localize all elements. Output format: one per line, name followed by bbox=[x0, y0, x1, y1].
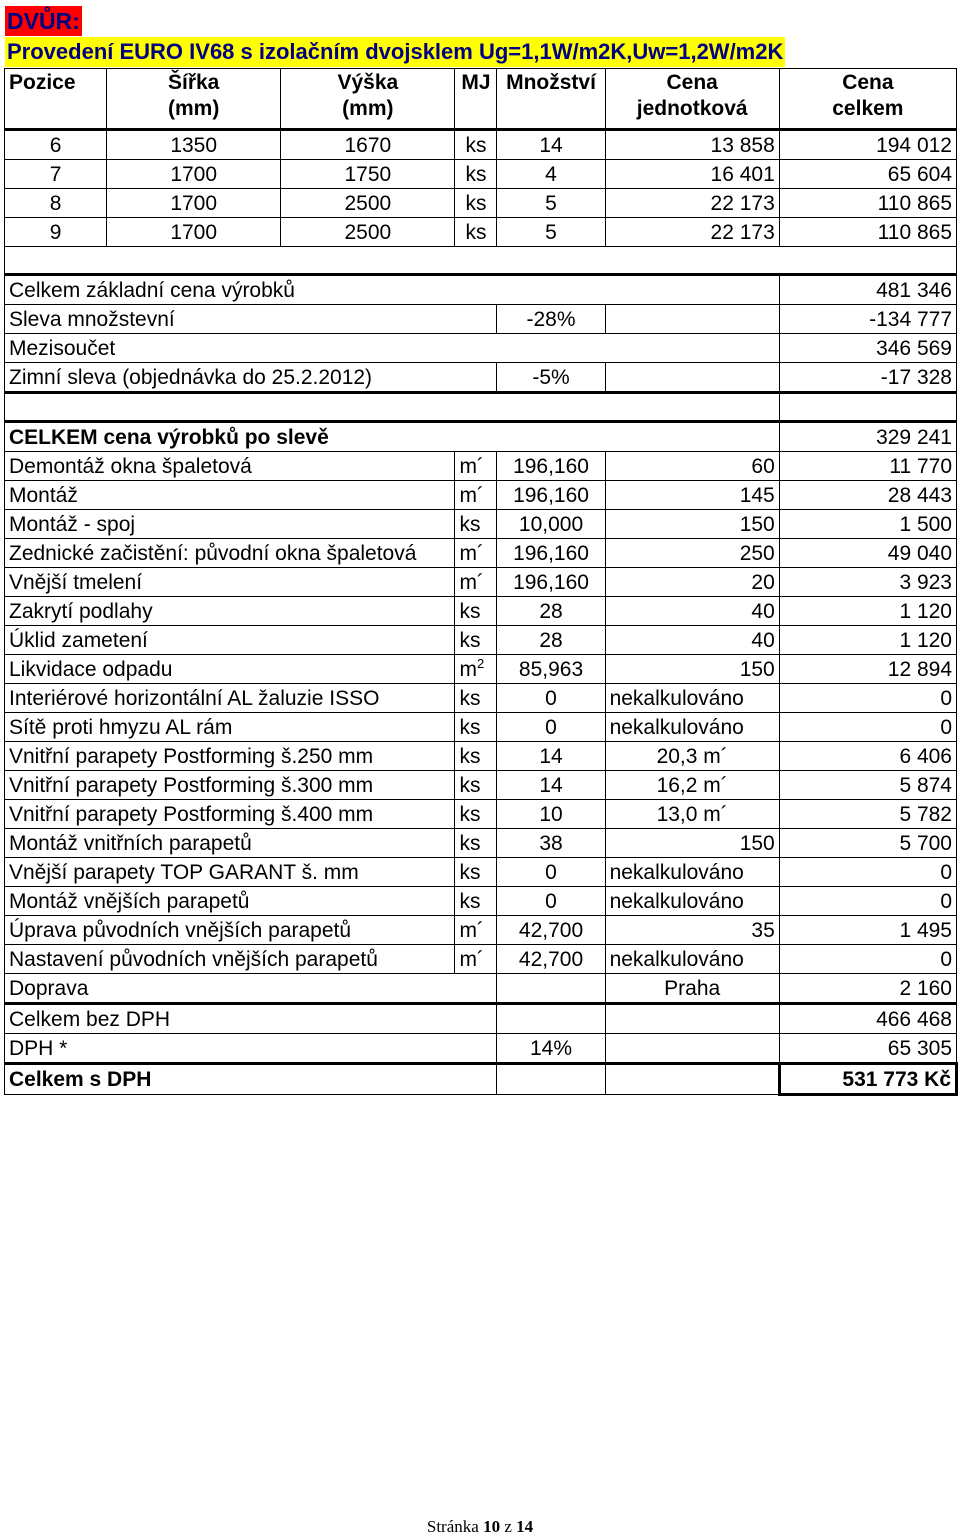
section-title: DVŮR: bbox=[7, 8, 80, 34]
total-value: 466 468 bbox=[779, 1004, 956, 1034]
blank-cell bbox=[5, 247, 957, 275]
service-unit-price: 150 bbox=[605, 655, 779, 684]
service-name: Montáž vnitřních parapetů bbox=[5, 829, 455, 858]
service-quantity: 42,700 bbox=[497, 916, 605, 945]
service-unit-price: nekalkulováno bbox=[605, 684, 779, 713]
service-unit-measure: ks bbox=[455, 684, 497, 713]
cell-cena-celkem: 65 604 bbox=[779, 160, 956, 189]
total-row bbox=[5, 1004, 957, 1034]
cell-pozice: 6 bbox=[5, 130, 107, 160]
blank-cell bbox=[605, 1064, 779, 1095]
service-total: 0 bbox=[779, 887, 956, 916]
summary-value: -17 328 bbox=[779, 363, 956, 393]
summary-value: 346 569 bbox=[779, 334, 956, 363]
service-total: 49 040 bbox=[779, 539, 956, 568]
service-row bbox=[5, 771, 957, 800]
service-unit-measure: m´ bbox=[455, 945, 497, 974]
cell-vyska: 1750 bbox=[281, 160, 455, 189]
service-unit-price: nekalkulováno bbox=[605, 887, 779, 916]
table-row bbox=[5, 218, 957, 247]
service-name: Úprava původních vnějších parapetů bbox=[5, 916, 455, 945]
service-row bbox=[5, 684, 957, 713]
summary-row bbox=[5, 305, 957, 334]
blank-row bbox=[5, 247, 957, 275]
cell-mj: ks bbox=[455, 160, 497, 189]
service-row bbox=[5, 539, 957, 568]
service-row bbox=[5, 713, 957, 742]
service-unit-measure: ks bbox=[455, 597, 497, 626]
summary-row bbox=[5, 363, 957, 393]
service-name: Demontáž okna špaletová bbox=[5, 452, 455, 481]
service-unit-measure: ks bbox=[455, 626, 497, 655]
transport-value: 2 160 bbox=[779, 974, 956, 1004]
summary-label: Zimní sleva (objednávka do 25.2.2012) bbox=[5, 363, 497, 393]
cell-vyska: 1670 bbox=[281, 130, 455, 160]
product-description: Provedení EURO IV68 s izolačním dvojsklem Ug=1,1W/m2K,Uw=1,2W/m2K bbox=[5, 37, 785, 67]
service-total: 3 923 bbox=[779, 568, 956, 597]
service-total: 6 406 bbox=[779, 742, 956, 771]
transport-place: Praha bbox=[605, 974, 779, 1004]
service-total: 28 443 bbox=[779, 481, 956, 510]
summary-percent: -5% bbox=[497, 363, 605, 393]
cell-cena-celkem: 110 865 bbox=[779, 189, 956, 218]
service-row bbox=[5, 916, 957, 945]
service-unit-price: nekalkulováno bbox=[605, 713, 779, 742]
service-total: 5 874 bbox=[779, 771, 956, 800]
service-unit-measure: ks bbox=[455, 771, 497, 800]
service-unit-price: 35 bbox=[605, 916, 779, 945]
header-pozice: Pozice bbox=[5, 69, 107, 130]
service-name: Úklid zametení bbox=[5, 626, 455, 655]
service-unit-price: nekalkulováno bbox=[605, 945, 779, 974]
cell-mnozstvi: 4 bbox=[497, 160, 605, 189]
service-unit-price: 20,3 m´ bbox=[605, 742, 779, 771]
cell-sirka: 1350 bbox=[107, 130, 281, 160]
blank-cell bbox=[497, 1004, 605, 1034]
service-row bbox=[5, 829, 957, 858]
service-total: 1 120 bbox=[779, 597, 956, 626]
service-name: Vnitřní parapety Postforming š.300 mm bbox=[5, 771, 455, 800]
service-unit-measure: m´ bbox=[455, 916, 497, 945]
page-footer: Stránka 10 z 14 bbox=[426, 1517, 534, 1536]
grand-total-value: 531 773 Kč bbox=[779, 1064, 956, 1095]
service-total: 0 bbox=[779, 684, 956, 713]
service-unit-measure: $m^2$ bbox=[455, 655, 497, 684]
service-quantity: 0 bbox=[497, 858, 605, 887]
service-row bbox=[5, 452, 957, 481]
service-row bbox=[5, 510, 957, 539]
service-quantity: 14 bbox=[497, 771, 605, 800]
total-row bbox=[5, 1034, 957, 1064]
cell-cena-jednotkova: 13 858 bbox=[605, 130, 779, 160]
service-quantity: 196,160 bbox=[497, 539, 605, 568]
cell-sirka: 1700 bbox=[107, 218, 281, 247]
service-quantity: 85,963 bbox=[497, 655, 605, 684]
service-name: Vnější tmelení bbox=[5, 568, 455, 597]
cell-pozice: 7 bbox=[5, 160, 107, 189]
service-total: 5 782 bbox=[779, 800, 956, 829]
service-row bbox=[5, 597, 957, 626]
service-total: 11 770 bbox=[779, 452, 956, 481]
service-name: Likvidace odpadu bbox=[5, 655, 455, 684]
service-unit-measure: m´ bbox=[455, 481, 497, 510]
service-total: 0 bbox=[779, 945, 956, 974]
service-unit-measure: ks bbox=[455, 510, 497, 539]
header-vyska: Výška (mm) bbox=[281, 69, 455, 130]
service-total: 1 495 bbox=[779, 916, 956, 945]
table-row bbox=[5, 189, 957, 218]
service-unit-price: 150 bbox=[605, 829, 779, 858]
cell-cena-jednotkova: 16 401 bbox=[605, 160, 779, 189]
service-quantity: 28 bbox=[497, 626, 605, 655]
service-row bbox=[5, 945, 957, 974]
service-unit-measure: ks bbox=[455, 713, 497, 742]
service-unit-price: 16,2 m´ bbox=[605, 771, 779, 800]
service-quantity: 42,700 bbox=[497, 945, 605, 974]
summary-row bbox=[5, 275, 957, 305]
cell-vyska: 2500 bbox=[281, 218, 455, 247]
cell-cena-jednotkova: 22 173 bbox=[605, 189, 779, 218]
grand-total-label: Celkem s DPH bbox=[5, 1064, 497, 1095]
blank-cell bbox=[605, 1034, 779, 1064]
summary-value: 481 346 bbox=[779, 275, 956, 305]
service-unit-measure: ks bbox=[455, 742, 497, 771]
summary-value: -134 777 bbox=[779, 305, 956, 334]
service-unit-measure: ks bbox=[455, 887, 497, 916]
total-label: Celkem bez DPH bbox=[5, 1004, 497, 1034]
cell-cena-celkem: 194 012 bbox=[779, 130, 956, 160]
blank-cell bbox=[497, 974, 605, 1004]
grand-total-row bbox=[5, 1064, 957, 1095]
cell-mnozstvi: 5 bbox=[497, 189, 605, 218]
service-name: Zednické začistění: původní okna špaletová bbox=[5, 539, 455, 568]
service-name: Nastavení původních vnějších parapetů bbox=[5, 945, 455, 974]
service-total: 12 894 bbox=[779, 655, 956, 684]
service-unit-price: 40 bbox=[605, 626, 779, 655]
service-unit-measure: ks bbox=[455, 800, 497, 829]
service-name: Vnitřní parapety Postforming š.400 mm bbox=[5, 800, 455, 829]
blank-cell bbox=[605, 305, 779, 334]
service-name: Vnitřní parapety Postforming š.250 mm bbox=[5, 742, 455, 771]
table-row bbox=[5, 160, 957, 189]
cell-mnozstvi: 14 bbox=[497, 130, 605, 160]
blank-cell bbox=[497, 1064, 605, 1095]
service-unit-price: 150 bbox=[605, 510, 779, 539]
transport-label: Doprava bbox=[5, 974, 497, 1004]
cell-mj: ks bbox=[455, 189, 497, 218]
service-total: 5 700 bbox=[779, 829, 956, 858]
service-total: 1 500 bbox=[779, 510, 956, 539]
service-quantity: 0 bbox=[497, 713, 605, 742]
summary-label: Sleva množstevní bbox=[5, 305, 497, 334]
cell-cena-celkem: 110 865 bbox=[779, 218, 956, 247]
vat-percent: 14% bbox=[497, 1034, 605, 1064]
service-quantity: 28 bbox=[497, 597, 605, 626]
service-unit-measure: ks bbox=[455, 829, 497, 858]
summary-value: 329 241 bbox=[779, 422, 956, 452]
summary-label: Mezisoučet bbox=[5, 334, 780, 363]
transport-row bbox=[5, 974, 957, 1004]
service-unit-price: 250 bbox=[605, 539, 779, 568]
cell-cena-jednotkova: 22 173 bbox=[605, 218, 779, 247]
blank-cell bbox=[779, 393, 956, 422]
service-name: Sítě proti hmyzu AL rám bbox=[5, 713, 455, 742]
summary-row bbox=[5, 334, 957, 363]
service-row bbox=[5, 626, 957, 655]
service-row bbox=[5, 568, 957, 597]
blank-cell bbox=[605, 363, 779, 393]
header-cena-celkem: Cena celkem bbox=[779, 69, 956, 130]
service-row bbox=[5, 858, 957, 887]
price-table bbox=[4, 68, 958, 1096]
service-row bbox=[5, 655, 957, 684]
cell-mnozstvi: 5 bbox=[497, 218, 605, 247]
service-name: Montáž - spoj bbox=[5, 510, 455, 539]
service-unit-price: 40 bbox=[605, 597, 779, 626]
service-quantity: 196,160 bbox=[497, 452, 605, 481]
cell-vyska: 2500 bbox=[281, 189, 455, 218]
service-unit-price: nekalkulováno bbox=[605, 858, 779, 887]
service-quantity: 0 bbox=[497, 684, 605, 713]
service-quantity: 10 bbox=[497, 800, 605, 829]
summary-label: Celkem základní cena výrobků bbox=[5, 275, 780, 305]
cell-pozice: 8 bbox=[5, 189, 107, 218]
header-sirka: Šířka (mm) bbox=[107, 69, 281, 130]
header-mnozstvi: Množství bbox=[497, 69, 605, 130]
service-quantity: 0 bbox=[497, 887, 605, 916]
cell-pozice: 9 bbox=[5, 218, 107, 247]
service-unit-measure: m´ bbox=[455, 452, 497, 481]
service-unit-price: 13,0 m´ bbox=[605, 800, 779, 829]
summary-row bbox=[5, 422, 957, 452]
service-quantity: 196,160 bbox=[497, 481, 605, 510]
service-quantity: 10,000 bbox=[497, 510, 605, 539]
service-row bbox=[5, 887, 957, 916]
cell-mj: ks bbox=[455, 130, 497, 160]
service-quantity: 38 bbox=[497, 829, 605, 858]
blank-row bbox=[5, 393, 957, 422]
service-name: Montáž vnějších parapetů bbox=[5, 887, 455, 916]
cell-sirka: 1700 bbox=[107, 189, 281, 218]
header-mj: MJ bbox=[455, 69, 497, 130]
total-label: DPH * bbox=[5, 1034, 497, 1064]
service-name: Vnější parapety TOP GARANT š. mm bbox=[5, 858, 455, 887]
service-unit-measure: ks bbox=[455, 858, 497, 887]
service-total: 1 120 bbox=[779, 626, 956, 655]
service-quantity: 196,160 bbox=[497, 568, 605, 597]
summary-percent: -28% bbox=[497, 305, 605, 334]
header-cena-jednotkova: Cena jednotková bbox=[605, 69, 779, 130]
blank-cell bbox=[605, 1004, 779, 1034]
service-unit-price: 20 bbox=[605, 568, 779, 597]
service-total: 0 bbox=[779, 713, 956, 742]
service-name: Interiérové horizontální AL žaluzie ISSO bbox=[5, 684, 455, 713]
cell-mj: ks bbox=[455, 218, 497, 247]
table-header-row bbox=[5, 69, 957, 130]
service-name: Montáž bbox=[5, 481, 455, 510]
service-row bbox=[5, 481, 957, 510]
service-unit-price: 60 bbox=[605, 452, 779, 481]
service-quantity: 14 bbox=[497, 742, 605, 771]
cell-sirka: 1700 bbox=[107, 160, 281, 189]
blank-cell bbox=[5, 393, 780, 422]
service-total: 0 bbox=[779, 858, 956, 887]
service-unit-measure: m´ bbox=[455, 568, 497, 597]
service-unit-measure: m´ bbox=[455, 539, 497, 568]
service-name: Zakrytí podlahy bbox=[5, 597, 455, 626]
total-value: 65 305 bbox=[779, 1034, 956, 1064]
table-row bbox=[5, 130, 957, 160]
service-row bbox=[5, 800, 957, 829]
summary-label: CELKEM cena výrobků po slevě bbox=[5, 422, 780, 452]
service-row bbox=[5, 742, 957, 771]
service-unit-price: 145 bbox=[605, 481, 779, 510]
